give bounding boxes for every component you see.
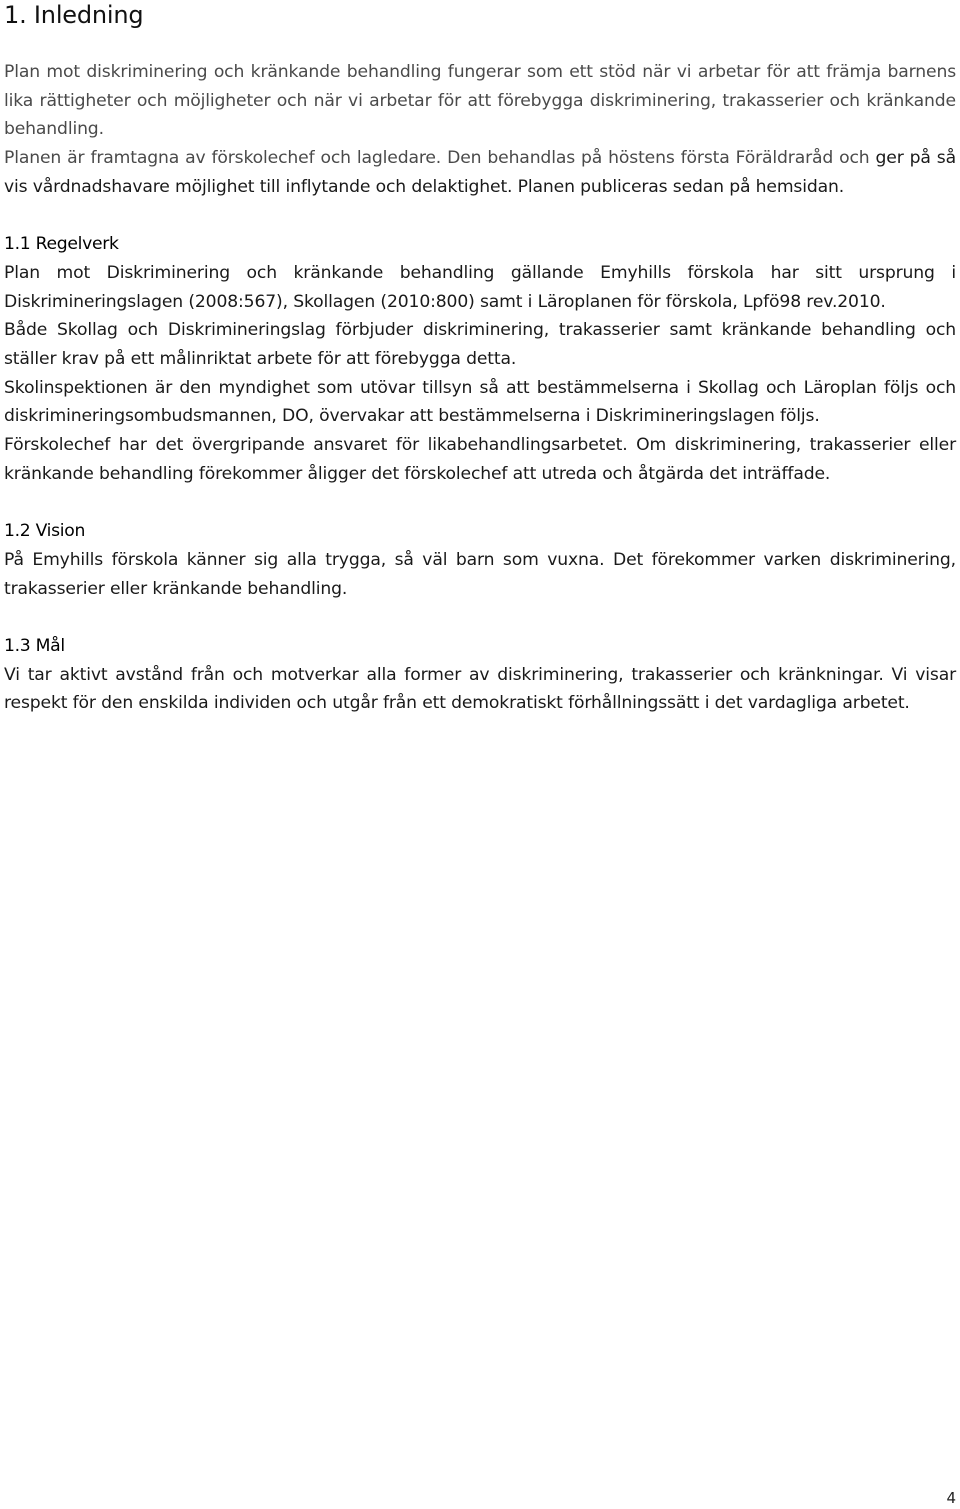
section-paragraph: Både Skollag och Diskrimineringslag förbjuder diskriminering, trakasserier samt kränkande behandling och ställer krav på ett målinriktat arbete för att förebygga detta. bbox=[4, 320, 956, 370]
section-heading: 1.3 Mål bbox=[4, 636, 65, 657]
page-number: 4 bbox=[946, 1489, 956, 1507]
section-mal bbox=[4, 632, 956, 718]
section-paragraph: På Emyhills förskola känner sig alla trygga, så väl barn som vuxna. Det förekommer varken diskriminering, trakasserier eller kränkande behandling. bbox=[4, 549, 956, 599]
page-title: 1. Inledning bbox=[4, 1, 144, 29]
intro-paragraph-2-dark: ger på så vis vårdnadshavare möjlighet till inflytande och delaktighet. Planen publiceras sedan på hemsidan. bbox=[4, 148, 956, 197]
section-regelverk bbox=[4, 230, 956, 488]
section-paragraph: Plan mot Diskriminering och kränkande behandling gällande Emyhills förskola har sitt ursprung i Diskrimineringslagen (2008:567), Skollagen (2010:800) samt i Läroplanen för förskola, Lpfö98 rev.2010. bbox=[4, 262, 956, 312]
intro-paragraph-2-light: Planen är framtagna av förskolechef och lagledare. Den behandlas på höstens första Föräldraråd och bbox=[4, 148, 870, 169]
section-heading: 1.2 Vision bbox=[4, 521, 86, 542]
section-heading: 1.1 Regelverk bbox=[4, 234, 119, 255]
section-paragraph: Vi tar aktivt avstånd från och motverkar alla former av diskriminering, trakasserier och kränkningar. Vi visar respekt för den enskilda individen och utgår från ett demokratiskt förhållningssätt i det vardagliga arbetet. bbox=[4, 664, 956, 714]
intro-paragraph-1: Plan mot diskriminering och kränkande behandling fungerar som ett stöd när vi arbetar för att främja barnens lika rättigheter och möjligheter och när vi arbetar för att förebygga diskriminering, trakasserier och kränkande behandling. bbox=[4, 62, 956, 140]
section-paragraph: Förskolechef har det övergripande ansvaret för likabehandlingsarbetet. Om diskriminering, trakasserier eller kränkande behandling förekommer åligger det förskolechef att utreda och åtgärda det inträffade. bbox=[4, 435, 956, 484]
section-vision bbox=[4, 517, 956, 603]
section-paragraph: Skolinspektionen är den myndighet som utövar tillsyn så att bestämmelserna i Skollag och Läroplan följs och diskrimineringsombudsmannen, DO, övervakar att bestämmelserna i Diskrimineringslagen följs. bbox=[4, 377, 956, 427]
document-page bbox=[4, 0, 956, 718]
intro-section bbox=[4, 58, 956, 202]
intro-paragraph-2 bbox=[4, 144, 956, 201]
